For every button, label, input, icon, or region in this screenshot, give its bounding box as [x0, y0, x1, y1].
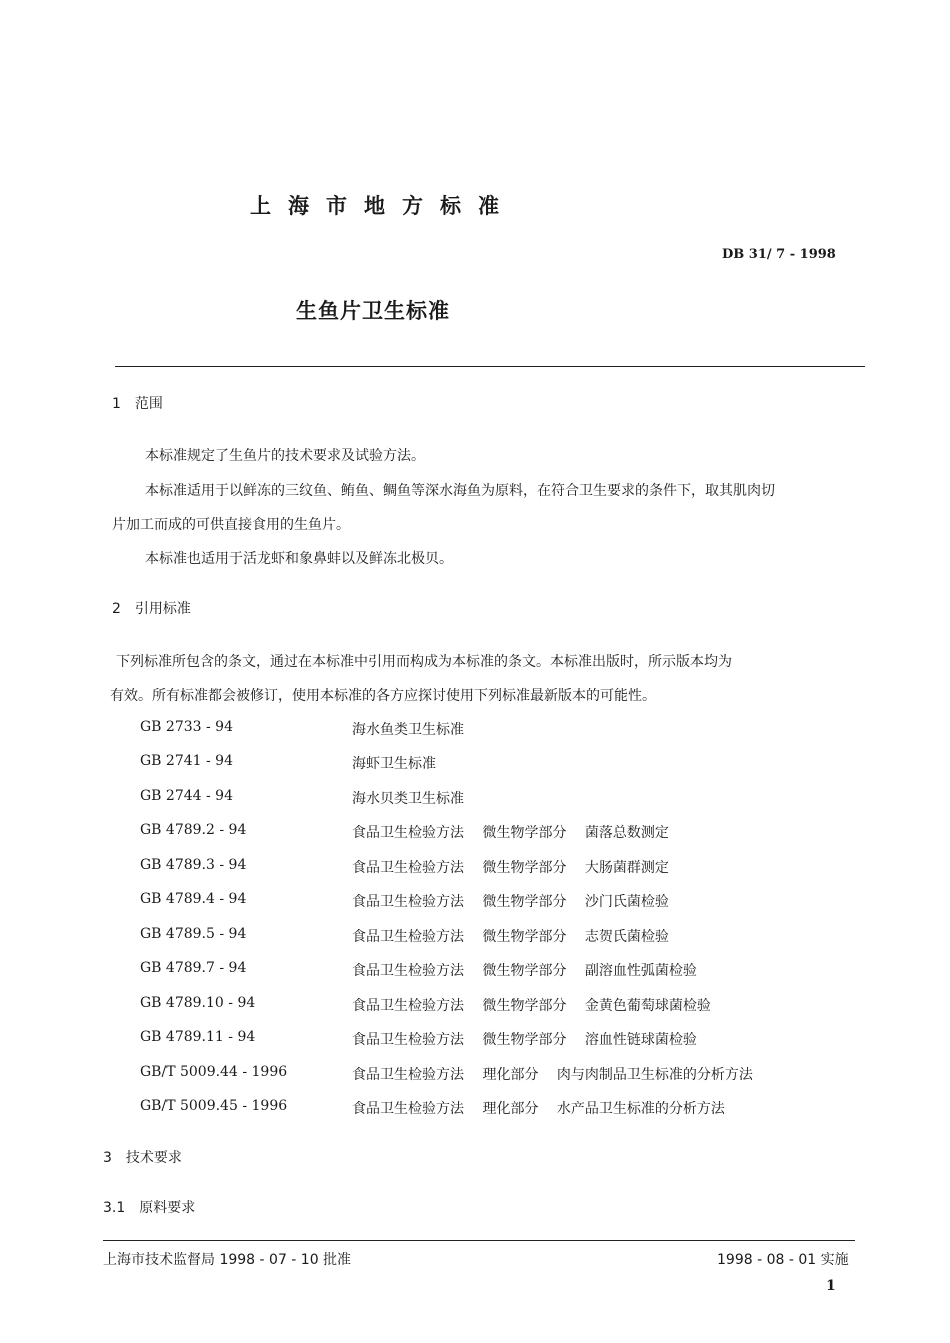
reference-title: 食品卫生检验方法 微生物学部分 志贺氏菌检验	[352, 929, 669, 945]
section-1-heading: 1 范围	[112, 396, 163, 412]
reference-title: 食品卫生检验方法 微生物学部分 大肠菌群测定	[352, 860, 669, 876]
reference-code: GB 4789.4 - 94	[140, 891, 247, 907]
section-1-para-3: 本标准也适用于活龙虾和象鼻蚌以及鲜冻北极贝。	[145, 551, 453, 567]
section-1-para-2-line-1: 本标准适用于以鲜冻的三纹鱼、鲔鱼、鲷鱼等深水海鱼为原料，在符合卫生要求的条件下，取其肌肉切	[145, 483, 775, 499]
standard-code: DB 31/ 7 - 1998	[722, 247, 836, 262]
page-number: 1	[826, 1278, 836, 1294]
section-2-para-line-2: 有效。所有标准都会被修订，使用本标准的各方应探讨使用下列标准最新版本的可能性。	[110, 688, 656, 704]
reference-code: GB 4789.10 - 94	[140, 995, 256, 1011]
reference-title: 食品卫生检验方法 微生物学部分 溶血性链球菌检验	[352, 1032, 697, 1048]
footer-divider	[103, 1240, 855, 1241]
reference-title: 食品卫生检验方法 微生物学部分 金黄色葡萄球菌检验	[352, 998, 711, 1014]
section-2-heading: 2 引用标准	[112, 601, 191, 617]
effective-date: 1998 - 08 - 01 实施	[717, 1252, 849, 1268]
title-divider	[115, 366, 865, 367]
section-1-para-1: 本标准规定了生鱼片的技术要求及试验方法。	[145, 448, 425, 464]
reference-code: GB 4789.7 - 94	[140, 960, 247, 976]
document-title: 生鱼片卫生标准	[296, 299, 450, 323]
reference-title: 食品卫生检验方法 理化部分 水产品卫生标准的分析方法	[352, 1101, 725, 1117]
reference-code: GB/T 5009.45 - 1996	[140, 1098, 288, 1114]
reference-code: GB 2733 - 94	[140, 719, 233, 735]
reference-title: 食品卫生检验方法 微生物学部分 菌落总数测定	[352, 825, 669, 841]
reference-code: GB 4789.11 - 94	[140, 1029, 256, 1045]
reference-code: GB 4789.3 - 94	[140, 857, 247, 873]
section-3-1-heading: 3.1 原料要求	[103, 1200, 196, 1216]
reference-title: 食品卫生检验方法 微生物学部分 副溶血性弧菌检验	[352, 963, 697, 979]
reference-title: 海水贝类卫生标准	[352, 791, 464, 807]
reference-code: GB 2741 - 94	[140, 753, 233, 769]
section-3-heading: 3 技术要求	[103, 1150, 182, 1166]
reference-title: 食品卫生检验方法 理化部分 肉与肉制品卫生标准的分析方法	[352, 1067, 753, 1083]
standard-category-title: 上海市地方标准	[250, 194, 516, 218]
reference-title: 海水鱼类卫生标准	[352, 722, 464, 738]
section-1-para-2-line-2: 片加工而成的可供直接食用的生鱼片。	[112, 517, 350, 533]
reference-code: GB/T 5009.44 - 1996	[140, 1064, 288, 1080]
section-2-para-line-1: 下列标准所包含的条文，通过在本标准中引用而构成为本标准的条文。本标准出版时，所示版本均为	[116, 654, 732, 670]
reference-title: 食品卫生检验方法 微生物学部分 沙门氏菌检验	[352, 894, 669, 910]
reference-code: GB 2744 - 94	[140, 788, 233, 804]
reference-title: 海虾卫生标准	[352, 756, 436, 772]
reference-code: GB 4789.5 - 94	[140, 926, 247, 942]
reference-code: GB 4789.2 - 94	[140, 822, 247, 838]
approval-date: 上海市技术监督局 1998 - 07 - 10 批准	[103, 1252, 352, 1268]
